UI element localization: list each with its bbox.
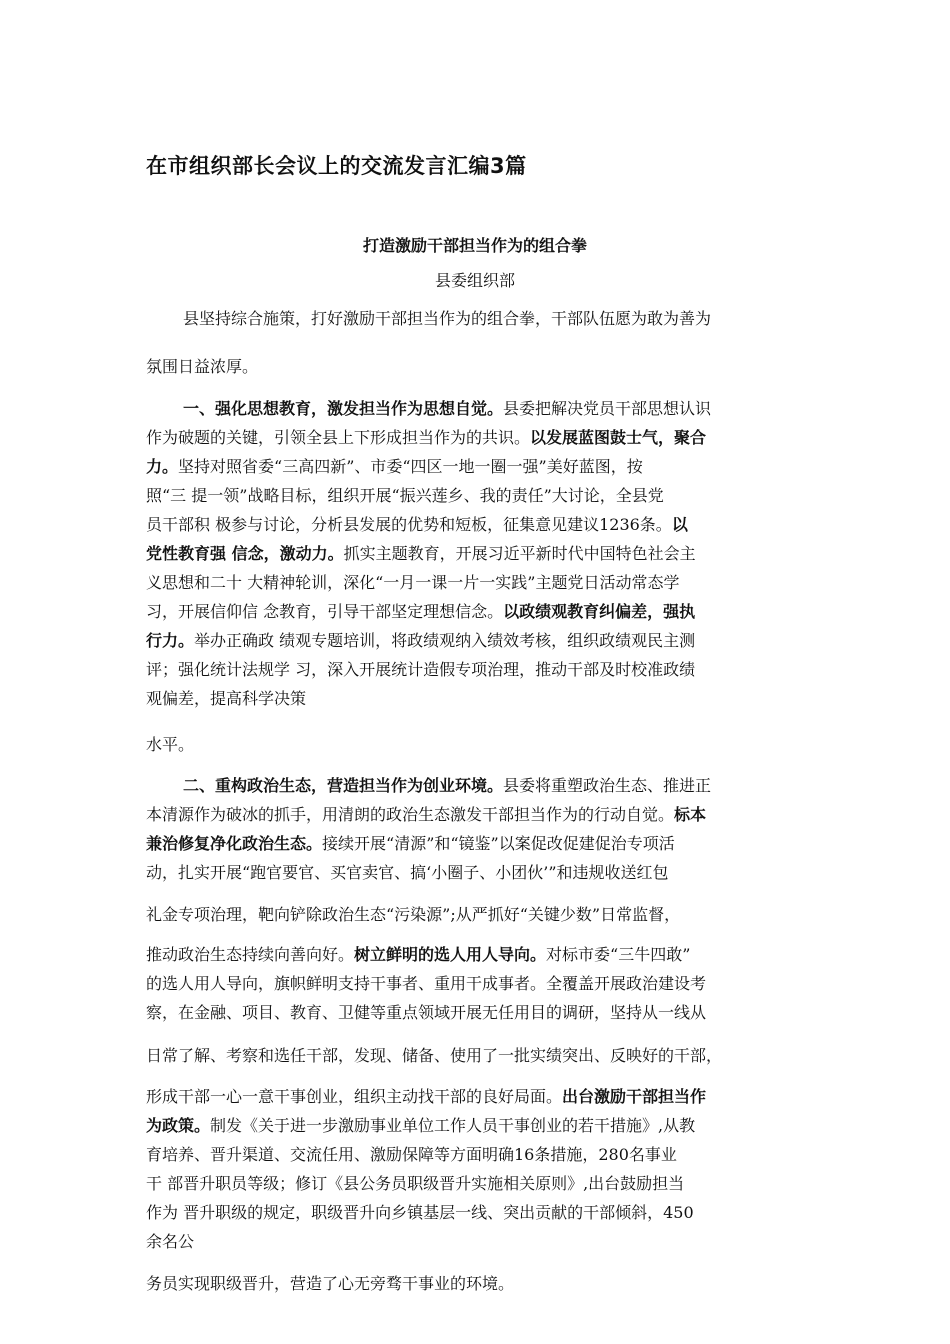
body-text: 县委把解决党员干部思想认识 xyxy=(503,399,712,418)
body-line xyxy=(146,1116,816,1136)
bold-heading-text: 以政绩观教育纠偏差，强执 xyxy=(503,602,696,621)
body-text: 察，在金融、项目、教育、卫健等重点领域开展无任用目的调研，坚持从一线从 xyxy=(146,1003,707,1022)
body-line xyxy=(146,602,816,622)
body-line xyxy=(146,457,816,477)
body-text: 礼金专项治理，靶向铲除政治生态“污染源”;从严抓好“关键少数”日常监督， xyxy=(146,905,681,924)
bold-heading-text: 二、重构政治生态，营造担当作为创业环境。 xyxy=(183,776,504,795)
body-text: 习，开展信仰信 念教育，引导干部坚定理想信念。 xyxy=(146,602,504,621)
body-line xyxy=(146,1087,816,1107)
bold-heading-text: 以 xyxy=(671,515,688,534)
body-text: 的选人用人导向，旗帜鲜明支持干事者、重用干成事者。全覆盖开展政治建设考 xyxy=(146,974,707,993)
body-line xyxy=(146,631,816,651)
body-line xyxy=(146,945,816,965)
body-text: 推动政治生态持续向善向好。 xyxy=(146,945,355,964)
body-text: 作为破题的关键，引领全县上下形成担当作为的共识。 xyxy=(146,428,531,447)
body-text: 对标市委“三牛四敢” xyxy=(546,945,691,964)
body-text: 日常了解、考察和选任干部，发现、储备、使用了一批实绩突出、反映好的干部， xyxy=(146,1046,723,1065)
body-text: 余名公 xyxy=(146,1232,195,1251)
body-text: 水平。 xyxy=(146,735,195,754)
bold-heading-text: 出台激励干部担当作 xyxy=(562,1087,707,1106)
body-text: 作为 晋升职级的规定，职级晋升向乡镇基层一线、突出贡献的干部倾斜，450 xyxy=(146,1203,694,1222)
body-line xyxy=(146,1203,816,1223)
body-text: 照“三 提一领”战略目标，组织开展“振兴莲乡、我的责任”大讨论，全县党 xyxy=(146,486,664,505)
body-text: 观偏差，提高科学决策 xyxy=(146,689,307,708)
body-line xyxy=(146,357,816,377)
body-line xyxy=(146,974,816,994)
body-line xyxy=(146,1232,816,1252)
body-line xyxy=(146,573,816,593)
body-line xyxy=(146,863,816,883)
body-line xyxy=(146,905,816,925)
body-text: 动，扎实开展“跑官要官、买官卖官、搞‘小圈子、小团伙’”和违规收送红包 xyxy=(146,863,669,882)
article-title: 打造激励干部担当作为的组合拳 xyxy=(362,236,587,255)
article-author: 县委组织部 xyxy=(434,271,515,290)
body-line xyxy=(146,1145,816,1165)
bold-heading-text: 兼治修复净化政治生态。 xyxy=(146,834,323,853)
body-text: 义思想和二十 大精神轮训，深化“一月一课一片一实践”主题党日活动常态学 xyxy=(146,573,680,592)
body-text: 县委将重塑政治生态、推进正 xyxy=(503,776,712,795)
body-line xyxy=(146,428,816,448)
body-text: 本清源作为破冰的抓手，用清朗的政治生态激发干部担当作为的行动自觉。 xyxy=(146,805,675,824)
body-text: 坚持对照省委“三高四新”、市委“四区一地一圈一强”美好蓝图，按 xyxy=(178,457,643,476)
body-line xyxy=(146,660,816,680)
body-line xyxy=(146,1046,816,1066)
body-line xyxy=(146,1003,816,1023)
bold-heading-text: 为政策。 xyxy=(146,1116,211,1135)
body-text: 氛围日益浓厚。 xyxy=(146,357,259,376)
body-text: 务员实现职级晋升，营造了心无旁骛干事业的环境。 xyxy=(146,1274,515,1293)
body-text: 评；强化统计法规学 习，深入开展统计造假专项治理，推动干部及时校准政绩 xyxy=(146,660,696,679)
body-text: 形成干部一心一意干事创业，组织主动找干部的良好局面。 xyxy=(146,1087,563,1106)
body-text: 抓实主题教育，开展习近平新时代中国特色社会主 xyxy=(343,544,696,563)
body-line xyxy=(146,1274,816,1294)
body-text: 接续开展“清源”和“镜鉴”以案促改促建促治专项活 xyxy=(322,834,675,853)
body-text: 举办正确政 绩观专题培训，将政绩观纳入绩效考核，组织政绩观民主测 xyxy=(194,631,696,650)
body-line xyxy=(146,834,816,854)
body-line xyxy=(146,735,816,755)
body-line xyxy=(183,309,823,329)
body-text: 干 部晋升职员等级；修订《县公务员职级晋升实施相关原则》,出台鼓励担当 xyxy=(146,1174,685,1193)
body-line xyxy=(146,805,816,825)
body-text: 县坚持综合施策，打好激励干部担当作为的组合拳，干部队伍愿为敢为善为 xyxy=(183,309,712,328)
bold-heading-text: 行力。 xyxy=(146,631,195,650)
body-line xyxy=(183,399,823,419)
body-line xyxy=(183,776,823,796)
bold-heading-text: 标本 xyxy=(674,805,707,824)
body-line xyxy=(146,1174,816,1194)
bold-heading-text: 树立鲜明的选人用人导向。 xyxy=(354,945,547,964)
body-text: 员干部积 极参与讨论，分析县发展的优势和短板，征集意见建议1236条。 xyxy=(146,515,672,534)
body-line xyxy=(146,689,816,709)
body-line xyxy=(146,515,816,535)
bold-heading-text: 党性教育强 信念，激动力。 xyxy=(146,544,344,563)
bold-heading-text: 以发展蓝图鼓士气，聚合 xyxy=(530,428,707,447)
body-line xyxy=(146,544,816,564)
body-text: 育培养、晋升渠道、交流任用、激励保障等方面明确16条措施，280名事业 xyxy=(146,1145,677,1164)
bold-heading-text: 力。 xyxy=(146,457,179,476)
body-line xyxy=(146,486,816,506)
bold-heading-text: 一、强化思想教育，激发担当作为思想自觉。 xyxy=(183,399,504,418)
document-title: 在市组织部长会议上的交流发言汇编3篇 xyxy=(146,154,527,178)
body-text: 制发《关于进一步激励事业单位工作人员干事创业的若干措施》,从教 xyxy=(210,1116,696,1135)
